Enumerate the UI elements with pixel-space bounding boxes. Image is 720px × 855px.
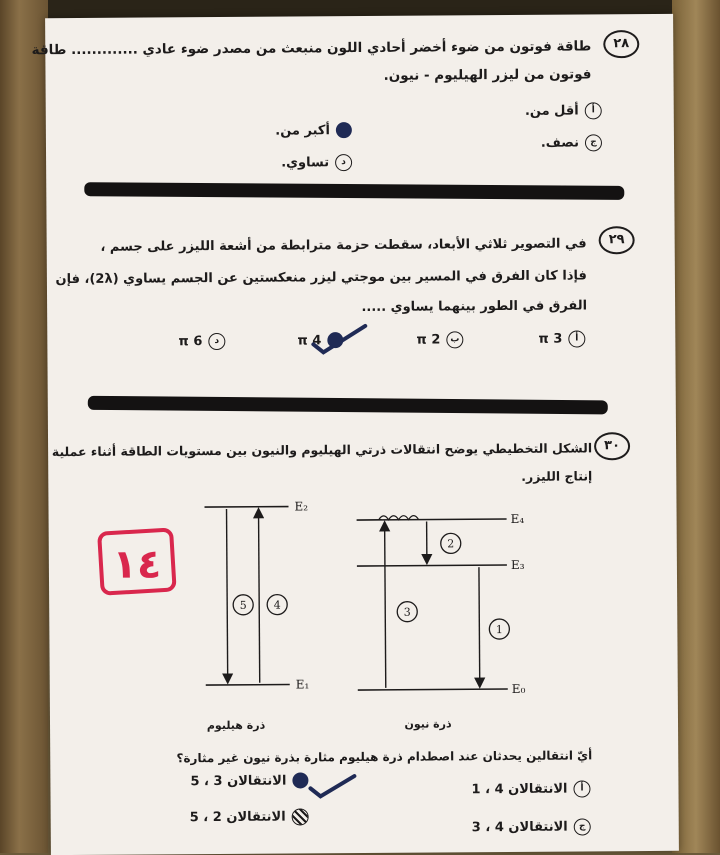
option-text: أقل من.	[525, 103, 579, 118]
q29-line1: في التصوير ثلاثي الأبعاد، سقطت حزمة مترابطة من أشعة الليزر على جسم ،	[100, 236, 586, 254]
stamp-number: ١٤	[112, 541, 161, 587]
q29-line2: فإذا كان الفرق في المسير بين موجتي ليزر منعكستين عن الجسم يساوي (2λ)، فإن	[55, 268, 586, 287]
option-text: الانتقالان 4 ، 1	[471, 782, 567, 798]
transition-1-label: 1	[496, 623, 503, 636]
transition-3-arrow	[385, 526, 386, 688]
option-text: الانتقالان 4 ، 3	[472, 820, 568, 836]
q28-option-b[interactable]	[275, 122, 352, 139]
q29-line3: الفرق في الطور بينهما يساوي .....	[361, 298, 587, 315]
filled-answer-bubble	[336, 122, 352, 138]
label-e1: E₁	[296, 677, 310, 691]
q30-question: أيّ انتقالين يحدثان عند اصطدام ذرة هيليوم مثارة بذرة نيون غير مثارة؟	[176, 748, 592, 765]
label-e0: E₀	[512, 682, 526, 696]
q28-option-c[interactable]	[541, 134, 602, 151]
option-letter-circle: أ	[585, 102, 602, 119]
option-text: أكبر من.	[275, 123, 330, 138]
exam-paper	[45, 14, 679, 855]
q30-option-a[interactable]	[471, 780, 590, 798]
helium-atom-label: ذرة هيليوم	[207, 719, 266, 732]
question-number-28: ٢٨	[603, 30, 639, 58]
q28-option-a[interactable]	[525, 102, 602, 120]
q29-option-d[interactable]	[178, 333, 225, 350]
transition-2-label: 2	[447, 537, 454, 550]
option-letter-circle: د	[208, 333, 225, 350]
transition-5-arrow	[227, 509, 228, 679]
helium-level-e1	[206, 685, 290, 686]
transition-4-arrow	[259, 513, 260, 683]
option-letter-circle: أ	[568, 330, 585, 347]
option-text: 6 π	[178, 334, 202, 349]
label-e3: E₃	[511, 558, 525, 572]
q28-line1: طاقة فوتون من ضوء أخضر أحادي اللون منبعث من مصدر ضوء عادي ............. طاقة	[32, 38, 592, 58]
q30-option-c[interactable]	[472, 818, 591, 836]
q28-option-d[interactable]	[281, 154, 352, 171]
redaction-bar	[84, 182, 624, 200]
q29-option-b[interactable]	[416, 331, 463, 348]
energy-level-diagram	[178, 493, 520, 731]
question-number-29: ٢٩	[599, 226, 635, 254]
neon-level-e3	[357, 565, 507, 566]
q29-option-a[interactable]	[538, 330, 585, 347]
q30-option-d[interactable]	[190, 808, 309, 826]
option-text: 3 π	[538, 332, 562, 347]
option-letter-circle: ج	[574, 818, 591, 835]
q28-line2: فوتون من ليزر الهيليوم - نيون.	[384, 66, 592, 83]
option-text: 2 π	[416, 332, 440, 347]
transition-4-label: 4	[274, 599, 281, 612]
option-letter-circle: ب	[446, 331, 463, 348]
neon-atom-label: ذرة نيون	[404, 717, 452, 730]
label-e2: E₂	[294, 499, 308, 513]
option-text: الانتقالان 2 ، 5	[190, 810, 286, 826]
question-number-30: ٣٠	[594, 432, 630, 460]
label-e4: E₄	[511, 512, 525, 526]
transition-1-arrow	[479, 567, 480, 683]
option-letter-circle: د	[335, 154, 352, 171]
grade-stamp	[95, 523, 180, 600]
option-text: تساوي.	[281, 155, 329, 170]
wood-background-left	[0, 0, 48, 853]
wood-background-right	[672, 0, 720, 853]
q30-option-b[interactable]	[190, 772, 308, 789]
helium-level-e2	[205, 507, 289, 508]
q30-line1: الشكل التخطيطي يوضح انتقالات ذرتي الهيليوم والنيون بين مستويات الطاقة أثناء عملية	[52, 440, 592, 459]
transition-5-label: 5	[240, 599, 247, 612]
neon-level-e0	[358, 689, 508, 690]
option-letter-circle: أ	[573, 780, 590, 797]
option-letter-circle: ج	[585, 134, 602, 151]
neon-level-e4	[357, 519, 507, 520]
q30-line2: إنتاج الليزر.	[521, 468, 592, 483]
option-text: 4 π	[297, 333, 321, 348]
transition-3-label: 3	[404, 606, 411, 619]
redaction-bar	[88, 396, 608, 415]
check-mark-icon	[309, 322, 369, 358]
option-text: الانتقالان 3 ، 5	[190, 773, 286, 789]
check-mark-icon	[306, 772, 358, 802]
option-text: نصف.	[541, 135, 579, 150]
crossed-answer-bubble	[292, 808, 309, 825]
